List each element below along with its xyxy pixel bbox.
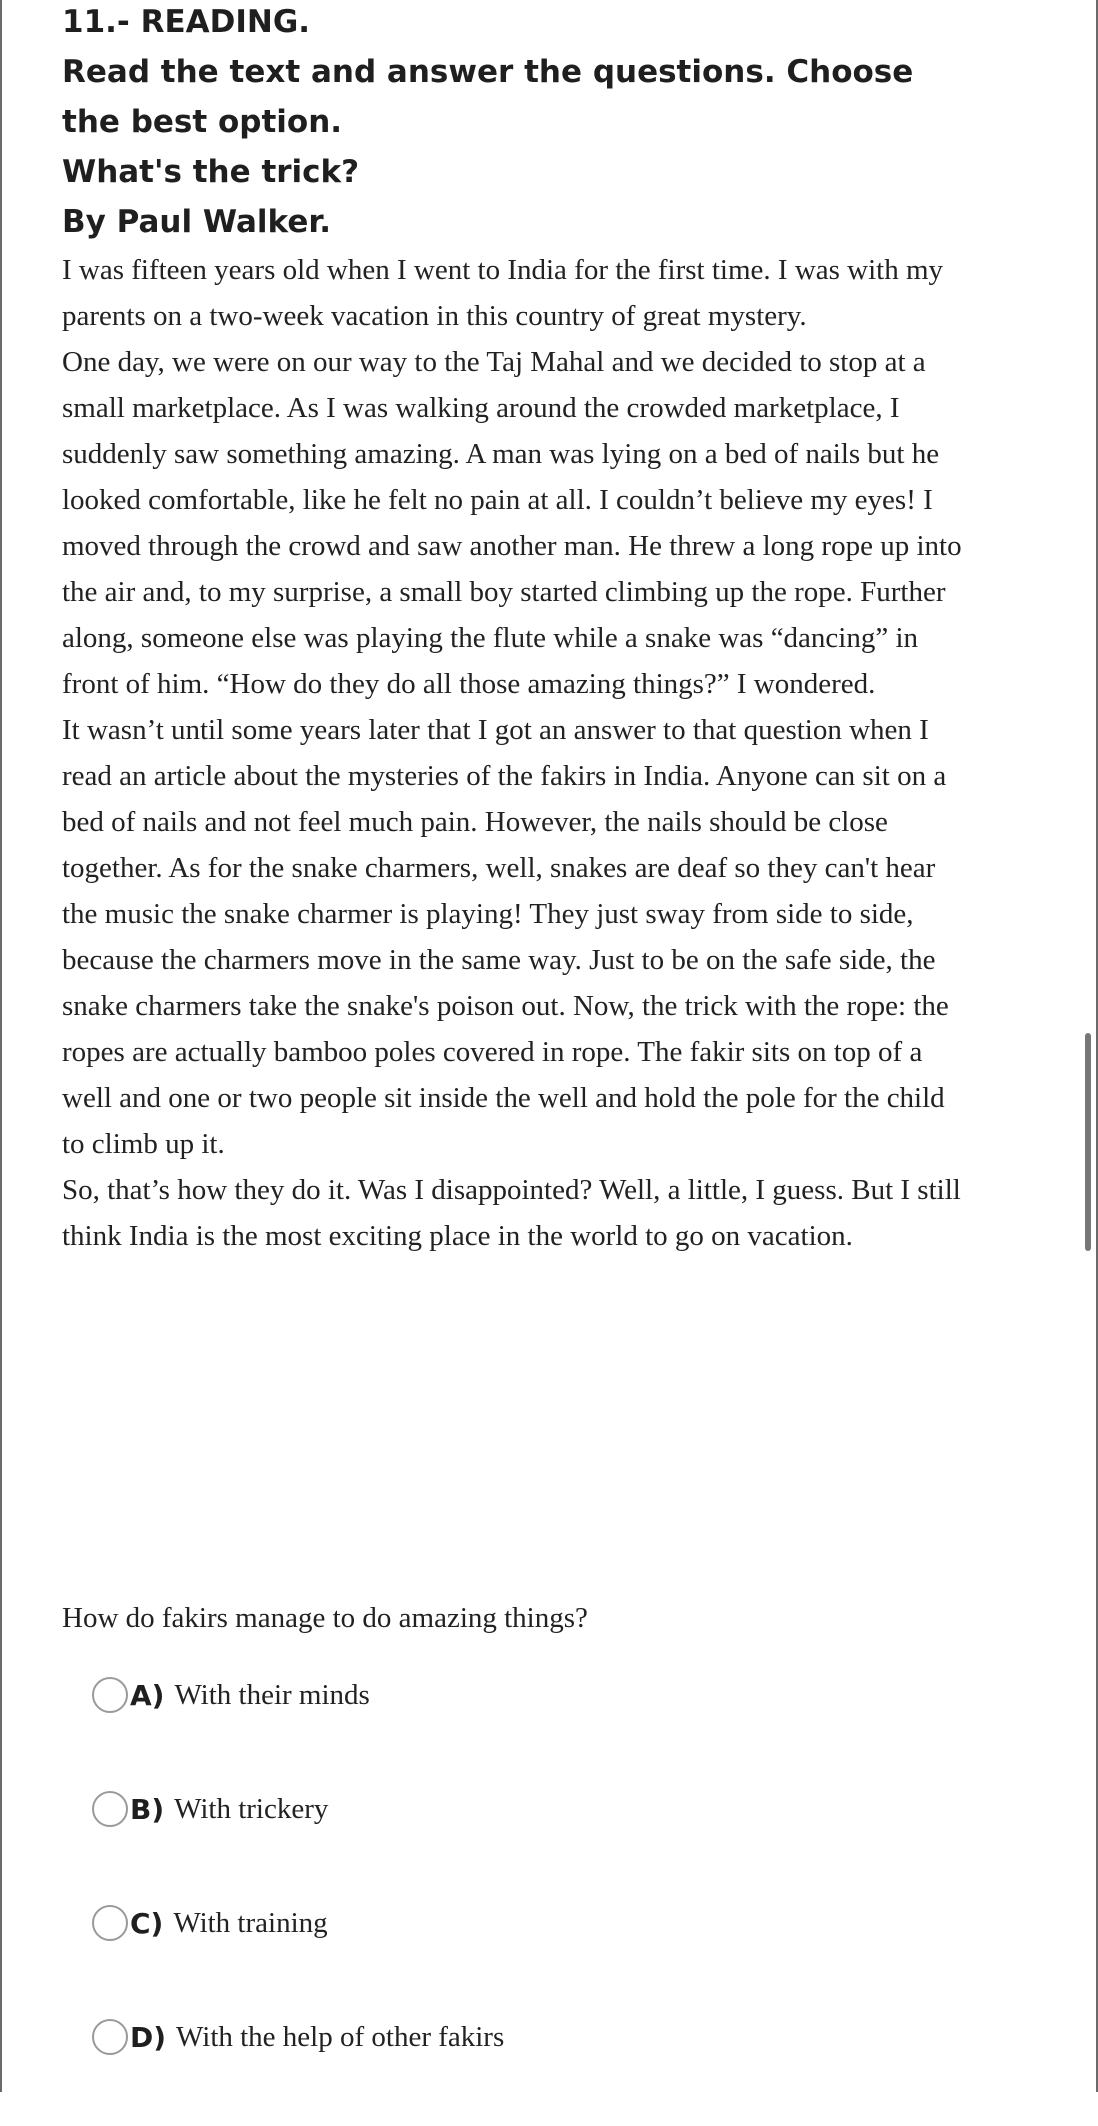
radio-button-c[interactable] <box>92 1905 128 1941</box>
scrollbar-thumb[interactable] <box>1085 1033 1091 1251</box>
option-c[interactable] <box>92 1898 504 1948</box>
reading-content <box>62 0 1062 1259</box>
option-d-text: With the help of other fakirs <box>176 2020 505 2053</box>
story-paragraph-1: I was fifteen years old when I went to India for the first time. I was with my parents on a two-week vacation in this country of great mystery. <box>62 254 944 332</box>
option-a-text: With their minds <box>174 1678 370 1711</box>
radio-button-a[interactable] <box>92 1677 128 1713</box>
option-d[interactable] <box>92 2012 504 2062</box>
story-paragraph-3: It wasn’t until some years later that I got an answer to that question when I read an article about the mysteries of the fakirs in India. Anyone can sit on a bed of nails and not feel much pain. However, the nails should be close together. As for the snake charmers, well, snakes are deaf so they can't hear the music the snake charmer is playing! They just sway from side to side, because the charmers move in the same way. Just to be on the safe side, the snake charmers take the snake's poison out. Now, the trick with the rope: the ropes are actually bamboo poles covered in rope. The fakir sits on top of a well and one or two people sit inside the well and hold the pole for the child to climb up it. <box>62 714 949 1160</box>
question-text: How do fakirs manage to do amazing things? <box>62 1602 588 1634</box>
answer-options <box>92 1670 504 2126</box>
instruction-text: Read the text and answer the questions. Choose the best option. <box>62 54 914 140</box>
option-a-letter: A) <box>130 1678 165 1712</box>
option-a[interactable] <box>92 1670 504 1720</box>
story-paragraph-2: One day, we were on our way to the Taj Mahal and we decided to stop at a small marketplace. As I was walking around the crowded marketplace, I suddenly saw something amazing. A man was lying on a bed of nails but he looked comfortable, like he felt no pain at all. I couldn’t believe my eyes! I moved through the crowd and saw another man. He threw a long rope up into the air and, to my surprise, a small boy started climbing up the rope. Further along, someone else was playing the flute while a snake was “dancing” in front of him. “How do they do all those amazing things?” I wondered. <box>62 346 962 700</box>
option-c-letter: C) <box>130 1906 164 1940</box>
story-title: What's the trick? <box>62 154 360 190</box>
section-title: 11.- READING. <box>62 4 311 40</box>
radio-button-d[interactable] <box>92 2019 128 2055</box>
story-author: By Paul Walker. <box>62 204 332 240</box>
story-paragraph-4: So, that’s how they do it. Was I disappointed? Well, a little, I guess. But I still think India is the most exciting place in the world to go on vacation. <box>62 1174 961 1252</box>
option-b-text: With trickery <box>174 1792 329 1825</box>
option-b-letter: B) <box>130 1792 165 1826</box>
radio-button-b[interactable] <box>92 1791 128 1827</box>
option-d-letter: D) <box>130 2020 167 2054</box>
option-c-text: With training <box>173 1906 328 1939</box>
option-b[interactable] <box>92 1784 504 1834</box>
